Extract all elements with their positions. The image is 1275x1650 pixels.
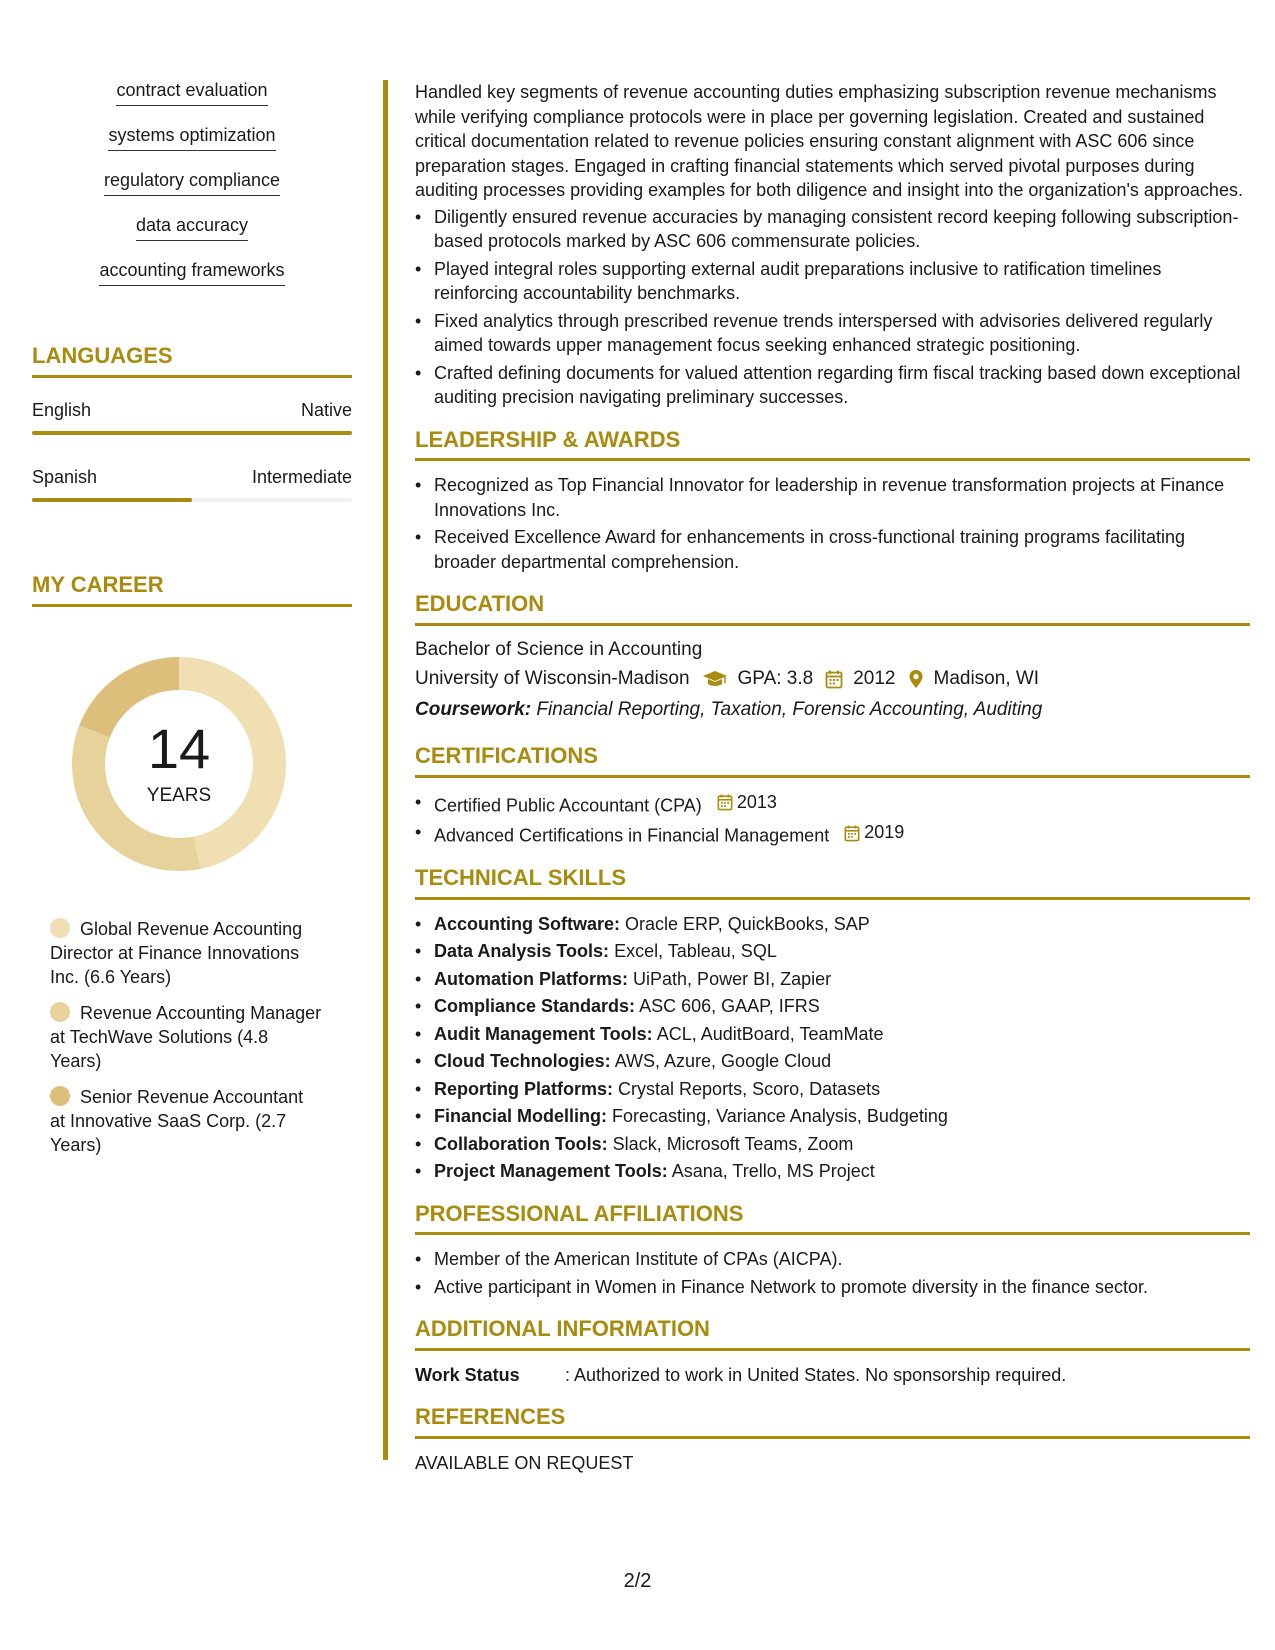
skill-category: Accounting Software: — [434, 913, 621, 934]
sidebar — [32, 80, 352, 1169]
skill-category: Automation Platforms: — [434, 968, 629, 989]
legend-label: Global Revenue Accounting Director at Finance Innovations Inc. (6.6 Years) — [50, 919, 303, 987]
main-content — [415, 80, 1250, 1475]
technical-skill-item — [415, 967, 1250, 992]
skill-list — [32, 80, 352, 305]
skill-category: Compliance Standards: — [434, 996, 636, 1016]
career-legend — [32, 917, 322, 1157]
experience-summary: Handled key segments of revenue accounting duties emphasizing subscription revenue mechanisms while verifying compliance protocols were in place per governing legislation. Created and sustained critical documentation related to revenue policies ensuring constant alignment with ASC 606 since preparation stages. Engaged in crafting financial statements which served pivotal purposes during auditing processes providing examples for both diligence and insight into the organization's approaches. — [415, 82, 1243, 200]
skill-tag: accounting frameworks — [99, 260, 284, 286]
language-bar — [32, 431, 352, 435]
column-divider — [383, 80, 388, 1460]
affiliations-heading: PROFESSIONAL AFFILIATIONS — [415, 1202, 1250, 1236]
technical-skills-list — [415, 912, 1250, 1184]
education-year: 2012 — [853, 668, 896, 689]
skill-category: Data Analysis Tools: — [434, 941, 610, 961]
additional-info-section — [415, 1317, 1250, 1387]
certification-date — [844, 820, 904, 845]
language-bar — [32, 498, 352, 502]
calendar-icon — [825, 669, 843, 689]
language-level: Native — [300, 400, 352, 420]
certifications-section — [415, 744, 1250, 848]
skill-values: ACL, AuditBoard, TeamMate — [656, 1023, 884, 1044]
skill-values: Excel, Tableau, SQL — [614, 941, 777, 961]
skill-category: Project Management Tools: — [434, 1161, 668, 1181]
language-bar-fill — [32, 431, 352, 435]
career-total: 14 — [147, 717, 211, 780]
certification-year: 2013 — [736, 791, 777, 812]
legend-dot — [50, 1086, 70, 1106]
technical-skill-item — [415, 1077, 1250, 1102]
skill-values: ASC 606, GAAP, IFRS — [639, 996, 820, 1016]
work-status-value: : Authorized to work in United States. No sponsorship required. — [565, 1364, 1067, 1385]
career-heading: MY CAREER — [32, 572, 352, 607]
technical-skills-heading: TECHNICAL SKILLS — [415, 866, 1250, 900]
affiliation-item: • Active participant in Women in Finance Network to promote diversity in the finance sector. — [415, 1275, 1250, 1300]
skill-values: AWS, Azure, Google Cloud — [614, 1051, 832, 1071]
certification-date — [717, 790, 777, 815]
leadership-item: • Recognized as Top Financial Innovator for leadership in revenue transformation projects at Finance Innovations Inc. — [415, 473, 1250, 522]
career-section — [32, 572, 352, 1157]
leadership-heading: LEADERSHIP & AWARDS — [415, 428, 1250, 462]
additional-info-row — [415, 1363, 1250, 1388]
languages-heading: LANGUAGES — [32, 343, 352, 378]
technical-skill-item — [415, 912, 1250, 937]
technical-skills-section — [415, 866, 1250, 1184]
certification-year: 2019 — [864, 822, 905, 843]
work-status-label: Work Status — [415, 1364, 520, 1385]
education-details — [415, 667, 1250, 692]
technical-skill-item — [415, 1049, 1250, 1074]
additional-info-heading: ADDITIONAL INFORMATION — [415, 1317, 1250, 1351]
education-location: Madison, WI — [933, 668, 1040, 689]
language-row — [32, 467, 352, 488]
legend-item — [50, 1001, 322, 1073]
skill-values: Forecasting, Variance Analysis, Budgeting — [612, 1106, 948, 1126]
skill-values: Crystal Reports, Scoro, Datasets — [618, 1078, 881, 1099]
affiliations-list — [415, 1247, 1250, 1299]
skill-category: Reporting Platforms: — [434, 1078, 614, 1099]
skill-tag: systems optimization — [108, 125, 275, 151]
experience-bullets — [415, 205, 1250, 410]
legend-label: Revenue Accounting Manager at TechWave Solutions (4.8 Years) — [50, 1003, 322, 1071]
leadership-list — [415, 473, 1250, 574]
page-number: 2/2 — [623, 1570, 652, 1592]
experience-continued — [415, 80, 1250, 410]
references-heading: REFERENCES — [415, 1405, 1250, 1439]
leadership-item: • Received Excellence Award for enhancements in cross-functional training programs facilitating broader departmental comprehension. — [415, 525, 1250, 574]
technical-skill-item — [415, 939, 1250, 964]
coursework-list: Financial Reporting, Taxation, Forensic Accounting, Auditing — [536, 698, 1043, 720]
certification-item — [415, 790, 1250, 818]
education-degree: Bachelor of Science in Accounting — [415, 638, 703, 660]
references-text: AVAILABLE ON REQUEST — [415, 1452, 634, 1473]
language-level: Intermediate — [251, 467, 352, 487]
coursework-label: Coursework: — [415, 698, 532, 720]
location-pin-icon — [908, 669, 924, 689]
education-section — [415, 592, 1250, 722]
career-donut-chart — [64, 649, 294, 879]
experience-bullet: • Crafted defining documents for valued attention regarding firm fiscal tracking based down exceptional auditing precision navigating preliminary successes. — [415, 361, 1250, 410]
legend-dot — [50, 1002, 70, 1022]
skill-tag: contract evaluation — [116, 80, 267, 106]
affiliation-item: • Member of the American Institute of CPAs (AICPA). — [415, 1247, 1250, 1272]
certifications-list — [415, 790, 1250, 849]
skill-values: Slack, Microsoft Teams, Zoom — [612, 1133, 854, 1154]
skill-values: Oracle ERP, QuickBooks, SAP — [625, 913, 870, 934]
certification-name: Advanced Certifications in Financial Management — [434, 825, 830, 846]
education-school: University of Wisconsin-Madison — [415, 668, 690, 689]
language-name: English — [32, 400, 92, 420]
technical-skill-item — [415, 1022, 1250, 1047]
experience-bullet: • Played integral roles supporting external audit preparations inclusive to ratification timelines reinforcing accountability benchmarks. — [415, 257, 1250, 306]
skill-values: Asana, Trello, MS Project — [671, 1161, 875, 1181]
language-row — [32, 400, 352, 421]
education-heading: EDUCATION — [415, 592, 1250, 626]
skill-category: Collaboration Tools: — [434, 1133, 608, 1154]
skill-tag: data accuracy — [136, 215, 248, 241]
certification-name: Certified Public Accountant (CPA) — [434, 794, 702, 815]
technical-skill-item — [415, 1159, 1250, 1184]
skill-values: UiPath, Power BI, Zapier — [633, 968, 832, 989]
education-gpa: GPA: 3.8 — [737, 668, 814, 689]
legend-item — [50, 1085, 322, 1157]
certifications-heading: CERTIFICATIONS — [415, 744, 1250, 778]
calendar-icon — [717, 793, 733, 811]
skill-category: Financial Modelling: — [434, 1106, 608, 1126]
donut-center — [64, 649, 294, 879]
technical-skill-item — [415, 1104, 1250, 1129]
references-section — [415, 1405, 1250, 1475]
language-name: Spanish — [32, 467, 98, 487]
languages-section — [32, 343, 352, 502]
graduation-cap-icon — [702, 669, 728, 689]
legend-item — [50, 917, 322, 989]
technical-skill-item — [415, 994, 1250, 1019]
skill-category: Audit Management Tools: — [434, 1023, 653, 1044]
legend-label: Senior Revenue Accountant at Innovative SaaS Corp. (2.7 Years) — [50, 1087, 304, 1155]
technical-skill-item — [415, 1132, 1250, 1157]
skill-category: Cloud Technologies: — [434, 1051, 611, 1071]
leadership-section — [415, 428, 1250, 575]
affiliations-section — [415, 1202, 1250, 1300]
education-coursework — [415, 698, 1250, 723]
experience-bullet: • Diligently ensured revenue accuracies by managing consistent record keeping following subscription-based protocols marked by ASC 606 commensurate policies. — [415, 205, 1250, 254]
certification-item — [415, 820, 1250, 848]
legend-dot — [50, 918, 70, 938]
skill-tag: regulatory compliance — [104, 170, 280, 196]
calendar-icon — [844, 824, 860, 842]
language-bar-fill — [32, 498, 192, 502]
experience-bullet: • Fixed analytics through prescribed revenue trends interspersed with advisories delivered regularly aimed towards upper management focus seeking enhanced strategic positioning. — [415, 309, 1250, 358]
career-unit: YEARS — [146, 785, 212, 806]
